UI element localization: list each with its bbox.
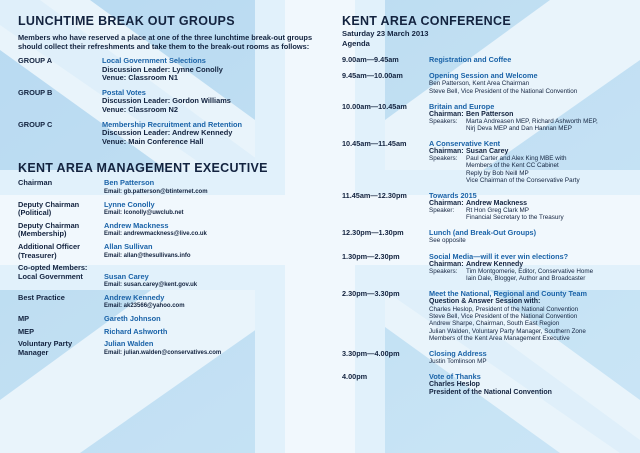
agenda-line: Julian Walden, Voluntary Party Manager, Southern Zone: [429, 327, 586, 335]
speakers-key: Speakers:: [429, 117, 458, 125]
exec-role-line: Best Practice: [18, 292, 65, 302]
agenda-time: 11.45am—12.30pm: [342, 190, 407, 200]
agenda-speakers: [429, 268, 627, 282]
exec-role: [18, 264, 104, 290]
agenda-time: 10.45am—11.45am: [342, 139, 407, 149]
exec-role-line: MEP: [18, 326, 35, 336]
agenda-body: [429, 72, 627, 94]
agenda-time: 2.30pm—3.30pm: [342, 289, 400, 299]
exec-name: Andrew Mackness: [104, 220, 169, 230]
exec-member-row: [18, 328, 318, 337]
chair-key: Chairman:: [429, 260, 464, 268]
group-venue: Venue: Classroom N1: [102, 73, 178, 83]
exec-role: [18, 243, 104, 260]
chair-key: Chairman:: [429, 110, 464, 118]
agenda-line: President of the National Convention: [429, 389, 552, 397]
exec-name: Lynne Conolly: [104, 199, 155, 209]
agenda-line: Charles Heslop: [429, 381, 480, 389]
agenda-item: [342, 72, 627, 94]
speakers-value: [466, 207, 564, 221]
exec-contact: [104, 315, 161, 324]
speakers-key: Speakers:: [429, 155, 458, 163]
exec-role-line: (Political): [18, 208, 52, 218]
exec-role-line: Deputy Chairman: [18, 220, 80, 230]
speakers-value: [466, 268, 593, 282]
exec-role-line: Voluntary Party: [18, 339, 73, 349]
group-label: GROUP B: [18, 87, 53, 97]
agenda-item: [342, 56, 627, 64]
exec-role: [18, 222, 104, 239]
agenda-time: 9.45am—10.00am: [342, 71, 403, 81]
speaker-line: Nirj Deva MEP and Dan Hannan MEP: [466, 124, 572, 132]
exec-role-line: MP: [18, 314, 30, 324]
left-column: [18, 14, 318, 357]
exec-contact: [104, 340, 221, 357]
agenda-line: Charles Heslop, President of the National Convention: [429, 306, 579, 314]
speakers-value: [466, 155, 580, 183]
agenda-time: 4.00pm: [342, 371, 368, 381]
agenda-line: Members of the Kent Area Management Executive: [429, 334, 570, 342]
exec-name: Gareth Johnson: [104, 314, 161, 324]
exec-contact: [104, 201, 184, 218]
agenda-speakers: [429, 155, 627, 183]
exec-role-line: Deputy Chairman: [18, 199, 80, 209]
exec-name: Richard Ashworth: [104, 326, 168, 336]
agenda-title: Closing Address: [429, 348, 487, 358]
right-column: [342, 14, 627, 397]
agenda-line: Ben Patterson, Kent Area Chairman: [429, 80, 530, 88]
exec-name: Andrew Kennedy: [104, 292, 165, 302]
exec-role-line: Manager: [18, 347, 49, 357]
agenda-time: 10.00am—10.45am: [342, 101, 407, 111]
exec-role: [18, 340, 104, 357]
agenda-line: Andrew Sharpe, Chairman, South East Region: [429, 320, 560, 328]
group-venue: Venue: Main Conference Hall: [102, 136, 204, 146]
exec-contact: [104, 243, 191, 260]
agenda-body: [429, 350, 627, 365]
exec-contact: [104, 328, 167, 337]
speaker-line: Rt Hon Greg Clark MP: [466, 207, 529, 215]
group-title: Postal Votes: [102, 87, 146, 97]
speaker-line: Marta Andreasen MEP, Richard Ashworth MEP,: [466, 117, 598, 125]
lunch-heading: LUNCHTIME BREAK OUT GROUPS: [18, 14, 235, 28]
agenda-body: [429, 192, 627, 221]
speaker-line: Paul Carter and Alex King MBE with: [466, 155, 567, 163]
conference-heading: KENT AREA CONFERENCE: [342, 14, 511, 28]
agenda-item: [342, 192, 627, 221]
agenda-item: [342, 229, 627, 244]
exec-name: Ben Patterson: [104, 178, 155, 188]
agenda-title: A Conservative Kent: [429, 139, 501, 149]
agenda-item: [342, 290, 627, 342]
exec-member-row: [18, 222, 318, 239]
group-b: [18, 89, 318, 115]
agenda-item: [342, 140, 627, 184]
exec-member-row: [18, 264, 318, 290]
agenda-title: Lunch (and Break-Out Groups): [429, 228, 537, 238]
exec-role-line: Chairman: [18, 178, 53, 188]
speaker-line: Iain Dale, Blogger, Author and Broadcaster: [466, 274, 586, 282]
agenda-chair: [429, 200, 627, 207]
agenda-line: Justin Tomlinson MP: [429, 357, 487, 365]
exec-role: [18, 328, 104, 337]
exec-name: Allan Sullivan: [104, 241, 153, 251]
agenda-title: Vote of Thanks: [429, 371, 481, 381]
agenda-item: [342, 103, 627, 132]
agenda-item: [342, 253, 627, 282]
group-label: GROUP C: [18, 119, 53, 129]
agenda-item: [342, 373, 627, 397]
chair-key: Chairman:: [429, 199, 464, 207]
agenda-item: [342, 350, 627, 365]
agenda-list: [342, 56, 627, 397]
exec-email: Email: andrewmackness@live.co.uk: [104, 231, 207, 238]
exec-role: [18, 315, 104, 324]
agenda-line: Steve Bell, Vice President of the National Convention: [429, 313, 578, 321]
agenda-body: [429, 229, 627, 244]
exec-list: [18, 179, 318, 357]
agenda-title: Towards 2015: [429, 190, 477, 200]
speaker-line: Vice Chairman of the Conservative Party: [466, 176, 580, 184]
speaker-line: Tim Montgomerie, Editor, Conservative Home: [466, 267, 594, 275]
exec-role: [18, 294, 104, 311]
agenda-time: 3.30pm—4.00pm: [342, 348, 400, 358]
agenda-chair: [429, 261, 627, 268]
exec-name: Susan Carey: [104, 271, 149, 281]
exec-email: Email: allan@thesullivans.info: [104, 252, 191, 259]
exec-role-line: (Treasurer): [18, 250, 57, 260]
agenda-speakers: [429, 118, 627, 132]
exec-contact: [104, 222, 207, 239]
group-leader: Discussion Leader: Lynne Conolly: [102, 64, 223, 74]
exec-member-row: [18, 294, 318, 311]
exec-role-line: Local Government: [18, 271, 83, 281]
exec-email: Email: gb.patterson@btinternet.com: [104, 188, 208, 195]
group-leader: Discussion Leader: Gordon Williams: [102, 96, 231, 106]
agenda-body: [429, 103, 627, 132]
exec-member-row: [18, 315, 318, 324]
speaker-line: Members of the Kent CC Cabinet: [466, 162, 559, 170]
exec-heading: KENT AREA MANAGEMENT EXECUTIVE: [18, 161, 268, 176]
agenda-body: [429, 373, 627, 397]
exec-email: Email: ak23566@yahoo.com: [104, 303, 185, 310]
exec-member-row: [18, 179, 318, 196]
agenda-title: Britain and Europe: [429, 101, 495, 111]
speakers-key: Speakers:: [429, 267, 458, 275]
chair-key: Chairman:: [429, 148, 464, 156]
exec-email: Email: susan.carey@kent.gov.uk: [104, 282, 198, 289]
agenda-subtitle: Question & Answer Session with:: [429, 298, 541, 306]
conference-date: Saturday 23 March 2013: [342, 29, 429, 38]
group-label: GROUP A: [18, 56, 53, 65]
group-c: [18, 121, 318, 147]
agenda-title: Opening Session and Welcome: [429, 71, 538, 81]
exec-contact: [104, 264, 197, 290]
exec-email: Email: lconolly@uwclub.net: [104, 210, 184, 217]
agenda-label: Agenda: [342, 39, 370, 48]
speaker-line: Reply by Bob Neill MP: [466, 169, 529, 177]
speakers-value: [466, 118, 598, 132]
chair-value: Ben Patterson: [466, 110, 514, 118]
chair-value: Susan Carey: [466, 148, 509, 156]
exec-contact: [104, 179, 208, 196]
agenda-body: [429, 56, 627, 64]
exec-member-row: [18, 340, 318, 357]
exec-email: Email: julian.walden@conservatives.com: [104, 349, 222, 356]
group-title: Local Government Selections: [102, 56, 206, 65]
agenda-time: 12.30pm—1.30pm: [342, 228, 404, 238]
exec-member-row: [18, 201, 318, 218]
exec-role: [18, 179, 104, 196]
agenda-chair: [429, 111, 627, 118]
agenda-body: [429, 253, 627, 282]
chair-value: Andrew Kennedy: [466, 260, 524, 268]
speakers-key: Speaker:: [429, 207, 455, 215]
agenda-time: 1.30pm—2.30pm: [342, 251, 400, 261]
agenda-body: [429, 290, 627, 342]
exec-role-line: (Membership): [18, 229, 67, 239]
agenda-line: Steve Bell, Vice President of the National Convention: [429, 87, 578, 95]
agenda-line: See opposite: [429, 237, 466, 245]
group-title: Membership Recruitment and Retention: [102, 119, 243, 129]
exec-role-line: Co-opted Members:: [18, 263, 88, 273]
group-a: [18, 57, 318, 83]
group-leader: Discussion Leader: Andrew Kennedy: [102, 128, 233, 138]
agenda-time: 9.00am—9.45am: [342, 55, 399, 64]
exec-member-row: [18, 243, 318, 260]
exec-role: [18, 201, 104, 218]
agenda-title: Meet the National, Regional and County Team: [429, 289, 587, 299]
chair-value: Andrew Mackness: [466, 199, 528, 207]
exec-role-line: Additional Officer: [18, 241, 81, 251]
agenda-title: Social Media—will it ever win elections?: [429, 251, 569, 261]
group-venue: Venue: Classroom N2: [102, 104, 178, 114]
agenda-chair: [429, 148, 627, 155]
exec-name: Julian Walden: [104, 339, 154, 349]
speaker-line: Financial Secretary to the Treasury: [466, 214, 564, 222]
agenda-title: Registration and Coffee: [429, 55, 512, 64]
agenda-body: [429, 140, 627, 184]
lunch-intro: Members who have reserved a place at one of the three lunchtime break-out groups should collect their refreshments and take them to the break-out rooms as follows:: [18, 33, 313, 51]
agenda-speakers: [429, 207, 627, 221]
exec-contact: [104, 294, 185, 311]
